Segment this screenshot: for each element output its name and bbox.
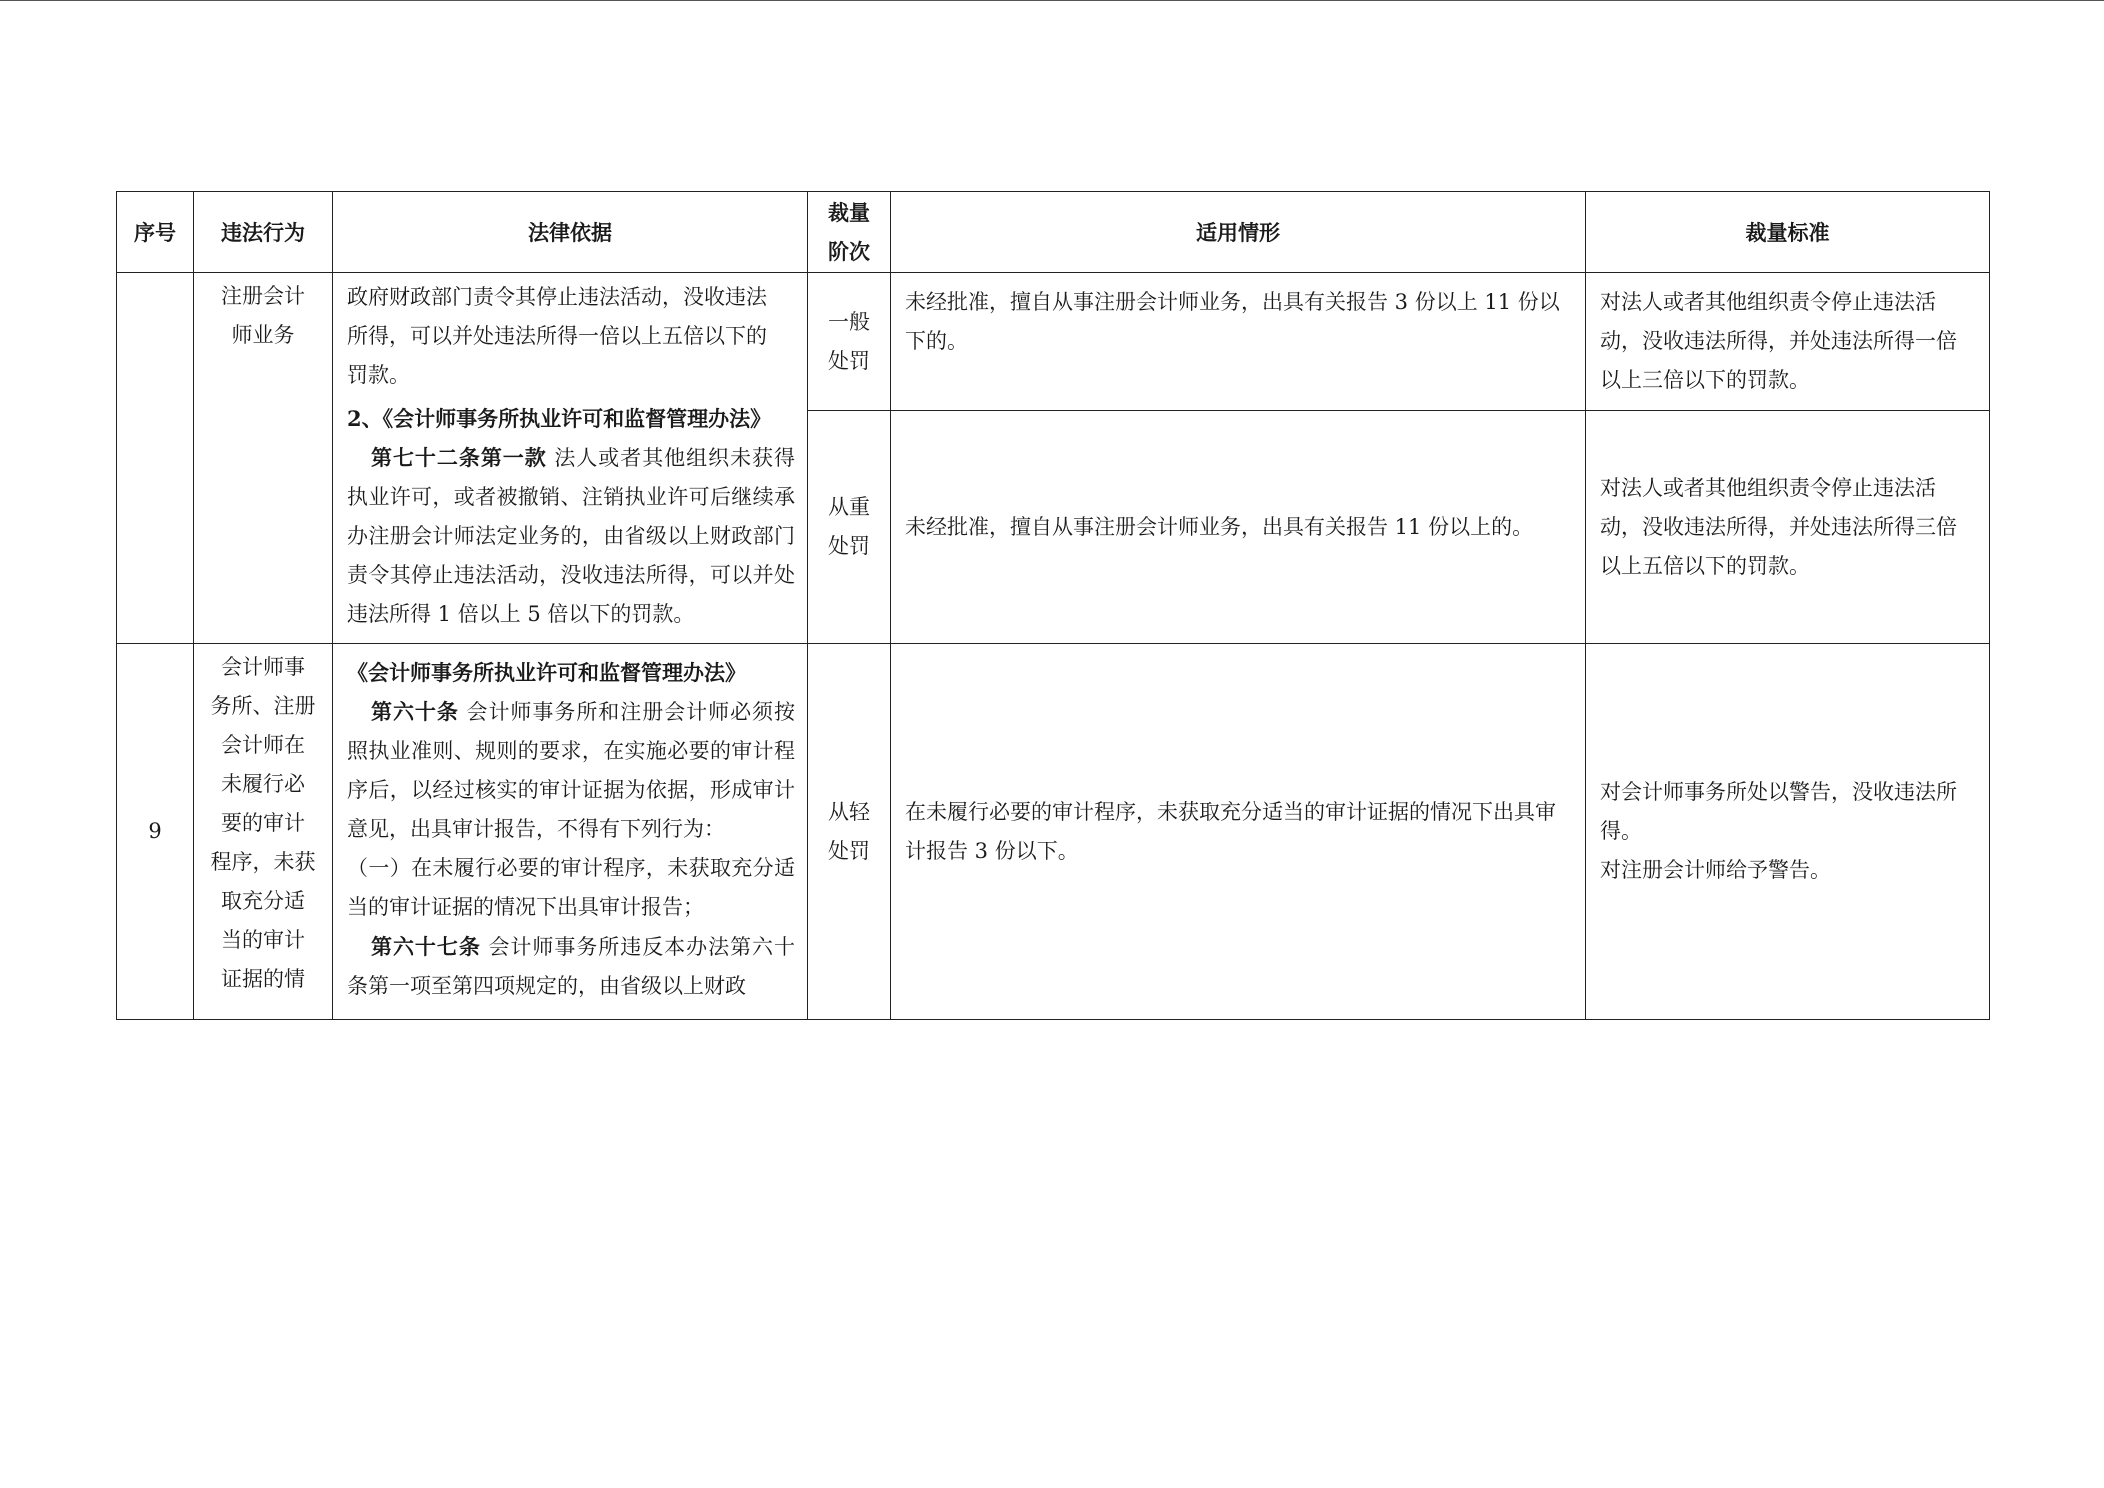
basis-cell bbox=[333, 273, 808, 644]
standard-cell: 对法人或者其他组织责令停止违法活动，没收违法所得，并处违法所得一倍以上三倍以下的罚款。 bbox=[1586, 273, 1990, 411]
basis-cell bbox=[333, 644, 808, 1020]
level-line: 处罚 bbox=[828, 534, 870, 558]
header-situation: 适用情形 bbox=[891, 192, 1586, 273]
standard-line: 对注册会计师给予警告。 bbox=[1600, 858, 1831, 882]
act-line: 会计师在 bbox=[221, 733, 305, 757]
act-line: 师业务 bbox=[231, 323, 295, 347]
standard-cell: 对法人或者其他组织责令停止违法活动，没收违法所得，并处违法所得三倍以上五倍以下的罚款。 bbox=[1586, 411, 1990, 644]
act-line: 务所、注册 bbox=[210, 694, 316, 718]
basis-article: 第六十七条 bbox=[371, 934, 481, 959]
level-cell bbox=[808, 273, 891, 411]
level-cell bbox=[808, 644, 891, 1020]
seq-cell: 9 bbox=[117, 644, 194, 1020]
basis-line: 罚款。 bbox=[347, 363, 410, 387]
basis-paragraph bbox=[347, 927, 795, 1006]
basis-text: 法人或者其他组织未获得执业许可，或者被撤销、注销执业许可后继续承办注册会计师法定业务的，由省级以上财政部门责令其停止违法活动，没收违法所得，可以并处违法所得 1 倍以上 5 倍以下的罚款。 bbox=[347, 446, 795, 626]
act-cell bbox=[194, 644, 333, 1020]
header-seq: 序号 bbox=[117, 192, 194, 273]
standard-line: 对会计师事务所处以警告，没收违法所得。 bbox=[1600, 780, 1957, 843]
act-line: 要的审计 bbox=[221, 811, 305, 835]
situation-cell: 未经批准，擅自从事注册会计师业务，出具有关报告 3 份以上 11 份以下的。 bbox=[891, 273, 1586, 411]
header-row bbox=[117, 192, 1990, 273]
level-line: 从轻 bbox=[828, 799, 870, 824]
header-level-line2: 阶次 bbox=[828, 239, 870, 264]
basis-text: 会计师事务所和注册会计师必须按照执业准则、规则的要求，在实施必要的审计程序后，以经过核实的审计证据为依据，形成审计意见，出具审计报告，不得有下列行为： bbox=[347, 700, 795, 841]
table-row bbox=[117, 644, 1990, 1020]
act-line: 证据的情 bbox=[221, 967, 305, 991]
act-line: 会计师事 bbox=[221, 655, 305, 679]
table-row bbox=[117, 273, 1990, 411]
basis-text: 会计师事务所违反本办法第六十条第一项至第四项规定的，由省级以上财政 bbox=[347, 935, 795, 998]
basis-title: 2、《会计师事务所执业许可和监督管理办法》 bbox=[347, 406, 772, 431]
standard-cell bbox=[1586, 644, 1990, 1020]
penalty-discretion-table bbox=[116, 191, 1990, 1020]
header-act: 违法行为 bbox=[194, 192, 333, 273]
basis-article: 第六十条 bbox=[371, 699, 459, 724]
act-line: 未履行必 bbox=[221, 772, 305, 796]
act-line: 注册会计 bbox=[221, 284, 305, 308]
basis-line: 政府财政部门责令其停止违法活动，没收违法 bbox=[347, 285, 767, 309]
basis-paragraph bbox=[347, 438, 795, 634]
act-line: 程序，未获 bbox=[210, 850, 316, 874]
level-line: 一般 bbox=[828, 309, 870, 334]
header-standard: 裁量标准 bbox=[1586, 192, 1990, 273]
level-line: 处罚 bbox=[828, 348, 870, 373]
seq-cell-empty bbox=[117, 273, 194, 644]
act-cell bbox=[194, 273, 333, 644]
basis-item: （一）在未履行必要的审计程序，未获取充分适当的审计证据的情况下出具审计报告； bbox=[347, 856, 795, 919]
basis-paragraph bbox=[347, 692, 795, 849]
basis-title: 《会计师事务所执业许可和监督管理办法》 bbox=[347, 660, 746, 685]
header-level bbox=[808, 192, 891, 273]
level-cell bbox=[808, 411, 891, 644]
level-line: 处罚 bbox=[828, 838, 870, 863]
act-line: 取充分适 bbox=[221, 889, 305, 913]
level-line: 从重 bbox=[828, 495, 870, 519]
act-line: 当的审计 bbox=[221, 928, 305, 952]
page-top-rule bbox=[0, 0, 2104, 1]
basis-article: 第七十二条第一款 bbox=[371, 445, 547, 470]
basis-line: 所得，可以并处违法所得一倍以上五倍以下的 bbox=[347, 324, 767, 348]
situation-cell: 未经批准，擅自从事注册会计师业务，出具有关报告 11 份以上的。 bbox=[891, 411, 1586, 644]
header-level-line1: 裁量 bbox=[828, 200, 870, 225]
situation-cell: 在未履行必要的审计程序，未获取充分适当的审计证据的情况下出具审计报告 3 份以下。 bbox=[891, 644, 1586, 1020]
header-basis: 法律依据 bbox=[333, 192, 808, 273]
